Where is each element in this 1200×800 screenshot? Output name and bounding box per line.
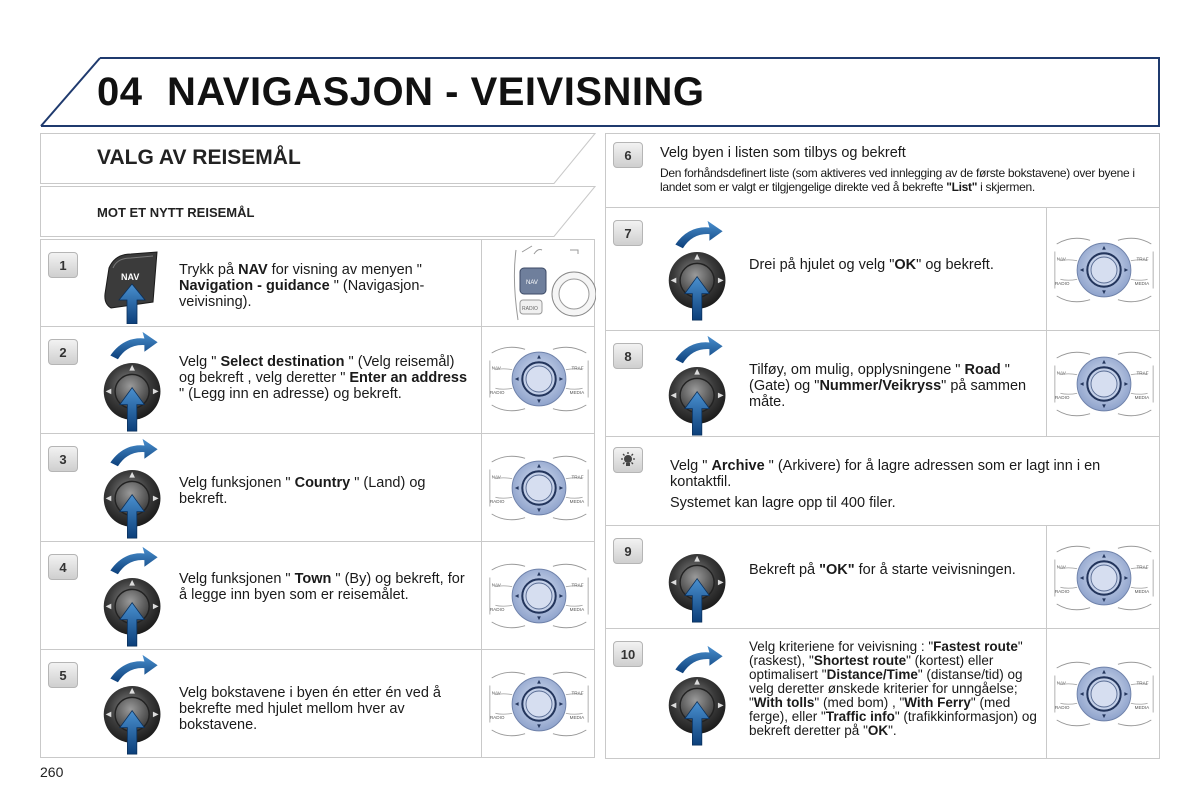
knob-rotate-push-icon — [664, 643, 734, 747]
panel-nav-label: NAV — [491, 690, 501, 696]
control-panel-icon — [1053, 346, 1155, 422]
panel-media-label: MEDIA — [1134, 394, 1150, 400]
console-nav-label: NAV — [526, 280, 538, 286]
step-10-text: Velg kriteriene for veivisning : "Fastest route" (raskest), "Shortest route" (kortest) eller optimalisert "Distance/Time" (distanse/tid) og velg deretter ønskede kriterier for unngåelse; "With tolls" (med bom) , "With Ferry" (med ferge), eller "Traffic info" (trafikkinformasjon) og bekreft deretter på "OK". — [749, 639, 1037, 738]
step-badge: 2 — [48, 339, 78, 365]
step-9-text: Bekreft på "OK" for å starte veivisningen. — [749, 562, 1016, 578]
nav-button-icon — [101, 248, 161, 324]
nav-key-label: NAV — [121, 272, 140, 282]
console-thumbnail — [481, 240, 596, 326]
control-panel-thumbnail — [1046, 629, 1161, 758]
panel-radio-label: RADIO — [1054, 588, 1070, 594]
step-5-text: Velg bokstavene i byen én etter én ved å bekrefte med hjulet mellom hver av bokstavene. — [179, 685, 441, 733]
tip-badge — [613, 447, 643, 473]
panel-radio-label: RADIO — [1054, 394, 1070, 400]
tip-box — [605, 436, 1160, 526]
section-title: VALG AV REISEMÅL — [97, 146, 301, 169]
panel-traf-label: TRAF — [571, 690, 584, 696]
step-badge: 4 — [48, 554, 78, 580]
panel-traf-label: TRAF — [571, 365, 584, 371]
panel-radio-label: RADIO — [1054, 280, 1070, 286]
panel-media-label: MEDIA — [1134, 280, 1150, 286]
step-6-text: Velg byen i listen som tilbys og bekreft — [660, 145, 906, 161]
knob-rotate-push-icon — [99, 544, 169, 648]
step-2-text: Velg " Select destination " (Velg reisemål) og bekreft , velg deretter " Enter an address " (Legg inn en adresse) og bekreft. — [179, 354, 468, 402]
control-panel-icon — [488, 666, 590, 742]
control-panel-thumbnail — [1046, 331, 1161, 436]
panel-nav-label: NAV — [491, 365, 501, 371]
control-panel-icon — [1053, 232, 1155, 308]
console-radio-label: RADIO — [522, 306, 538, 312]
tip-text-2: Systemet kan lagre opp til 400 filer. — [670, 495, 896, 511]
step-6 — [605, 133, 1160, 208]
step-badge: 6 — [613, 142, 643, 168]
control-panel-thumbnail — [481, 327, 596, 433]
knob-rotate-push-icon — [99, 329, 169, 433]
panel-media-label: MEDIA — [1134, 588, 1150, 594]
step-2 — [40, 326, 595, 434]
step-7 — [605, 207, 1160, 331]
step-7-text: Drei på hjulet og velg "OK" og bekreft. — [749, 257, 994, 273]
panel-nav-label: NAV — [1056, 370, 1066, 376]
control-panel-thumbnail — [1046, 526, 1161, 628]
control-panel-icon — [1053, 656, 1155, 732]
control-panel-thumbnail — [481, 542, 596, 649]
knob-rotate-push-icon — [664, 218, 734, 322]
step-5 — [40, 649, 595, 758]
step-1-text: Trykk på NAV for visning av menyen " Navigation - guidance " (Navigasjon-veivisning). — [179, 262, 425, 310]
panel-media-label: MEDIA — [569, 389, 585, 395]
panel-radio-label: RADIO — [489, 498, 505, 504]
panel-media-label: MEDIA — [569, 498, 585, 504]
panel-nav-label: NAV — [1056, 680, 1066, 686]
panel-traf-label: TRAF — [571, 582, 584, 588]
step-badge: 5 — [48, 662, 78, 688]
panel-media-label: MEDIA — [569, 606, 585, 612]
panel-media-label: MEDIA — [1134, 704, 1150, 710]
panel-traf-label: TRAF — [1136, 564, 1149, 570]
page-number: 260 — [40, 764, 64, 780]
panel-nav-label: NAV — [1056, 256, 1066, 262]
step-8-text: Tilføy, om mulig, opplysningene " Road " (Gate) og "Nummer/Veikryss" på sammen måte. — [749, 362, 1027, 410]
step-4-text: Velg funksjonen " Town " (By) og bekreft, for å legge inn byen som er reisemålet. — [179, 571, 465, 603]
console-illustration — [482, 240, 596, 326]
step-badge: 10 — [613, 641, 643, 667]
step-9 — [605, 525, 1160, 629]
control-panel-thumbnail — [481, 650, 596, 757]
step-badge: 3 — [48, 446, 78, 472]
knob-rotate-push-icon — [664, 333, 734, 437]
panel-radio-label: RADIO — [489, 714, 505, 720]
panel-nav-label: NAV — [491, 474, 501, 480]
tip-text: Velg " Archive " (Arkivere) for å lagre adressen som er lagt inn i en kontaktfil. — [670, 458, 1101, 490]
step-6-note: Den forhåndsdefinert liste (som aktiveres ved innlegging av de første bokstavene) over byene i landet som er valgt er tilgjengelige direkte ved å bekrefte "List" i skjermen. — [660, 166, 1135, 194]
knob-push-icon — [664, 520, 734, 624]
subsection-title: MOT ET NYTT REISEMÅL — [97, 205, 255, 220]
control-panel-thumbnail — [1046, 208, 1161, 330]
step-8 — [605, 330, 1160, 437]
control-panel-icon — [488, 450, 590, 526]
knob-rotate-push-icon — [99, 436, 169, 540]
panel-radio-label: RADIO — [489, 606, 505, 612]
panel-traf-label: TRAF — [1136, 680, 1149, 686]
panel-traf-label: TRAF — [1136, 256, 1149, 262]
step-1 — [40, 239, 595, 327]
control-panel-icon — [488, 558, 590, 634]
chapter-title: NAVIGASJON - VEIVISNING — [167, 70, 705, 114]
knob-rotate-push-icon — [99, 652, 169, 756]
panel-traf-label: TRAF — [1136, 370, 1149, 376]
step-badge: 9 — [613, 538, 643, 564]
step-3 — [40, 433, 595, 542]
step-4 — [40, 541, 595, 650]
panel-media-label: MEDIA — [569, 714, 585, 720]
control-panel-icon — [1053, 540, 1155, 616]
step-badge: 1 — [48, 252, 78, 278]
step-badge: 7 — [613, 220, 643, 246]
panel-traf-label: TRAF — [571, 474, 584, 480]
step-badge: 8 — [613, 343, 643, 369]
control-panel-icon — [488, 341, 590, 417]
panel-nav-label: NAV — [491, 582, 501, 588]
panel-nav-label: NAV — [1056, 564, 1066, 570]
chapter-number: 04 — [97, 70, 143, 114]
lightbulb-icon — [619, 451, 637, 469]
control-panel-thumbnail — [481, 434, 596, 541]
step-3-text: Velg funksjonen " Country " (Land) og bekreft. — [179, 475, 426, 507]
step-10 — [605, 628, 1160, 759]
panel-radio-label: RADIO — [489, 389, 505, 395]
panel-radio-label: RADIO — [1054, 704, 1070, 710]
